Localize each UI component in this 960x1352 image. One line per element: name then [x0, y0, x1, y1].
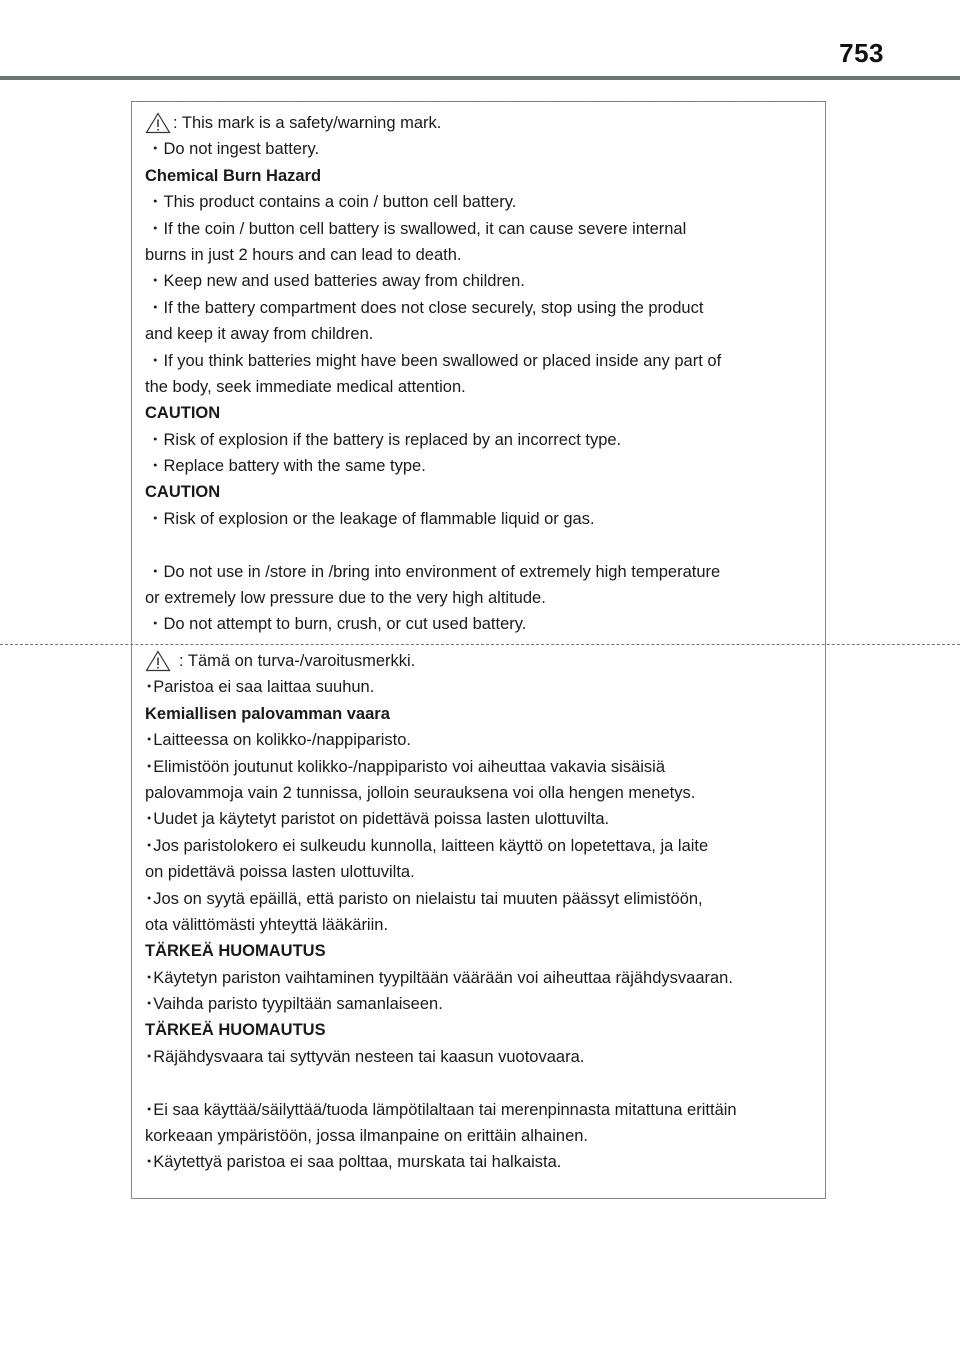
text-line: ･Uudet ja käytetyt paristot on pidettävä poissa lasten ulottuvilta.: [145, 810, 610, 829]
bullet-line: ・Risk of explosion or the leakage of flammable liquid or gas.: [147, 509, 595, 528]
bullet-line: ・Do not attempt to burn, crush, or cut used battery.: [147, 615, 527, 634]
text-line: ･Käytettyä paristoa ei saa polttaa, murskata tai halkaista.: [145, 1153, 562, 1172]
text-line: ･Vaihda paristo tyypiltään samanlaiseen.: [145, 995, 443, 1014]
bullet-line: ・If the coin / button cell battery is swallowed, it can cause severe internal: [147, 219, 687, 238]
warning-mark-row: [145, 110, 825, 136]
warning-mark-text: : Tämä on turva-/varoitusmerkki.: [179, 652, 416, 670]
english-warning-section: [145, 110, 825, 638]
text-line: and keep it away from children.: [145, 325, 374, 344]
bullet-line: ・Do not ingest battery.: [147, 140, 320, 159]
finnish-warning-lines: [145, 674, 825, 1175]
english-warning-lines: [145, 136, 825, 637]
bullet-line: ・Replace battery with the same type.: [147, 457, 426, 476]
top-dashed-line: [131, 101, 826, 102]
text-line: ･Paristoa ei saa laittaa suuhun.: [145, 678, 375, 697]
bullet-line: ・If you think batteries might have been swallowed or placed inside any part of: [147, 351, 722, 370]
text-line: or extremely low pressure due to the very high altitude.: [145, 589, 546, 608]
text-line: ･Jos paristolokero ei sulkeudu kunnolla, laitteen käyttö on lopetettava, ja laite: [145, 836, 709, 855]
page-number: 753: [839, 38, 884, 68]
warning-mark-text: : This mark is a safety/warning mark.: [173, 114, 442, 132]
text-line: palovammoja vain 2 tunnissa, jolloin seurauksena voi olla hengen menetys.: [145, 783, 696, 802]
bullet-line: ・Do not use in /store in /bring into environment of extremely high temperature: [147, 562, 721, 581]
section-heading: Chemical Burn Hazard: [145, 166, 322, 185]
bullet-line: ・Risk of explosion if the battery is replaced by an incorrect type.: [147, 430, 622, 449]
text-line: burns in just 2 hours and can lead to death.: [145, 245, 462, 264]
section-heading: TÄRKEÄ HUOMAUTUS: [145, 1021, 326, 1040]
header-rule: [0, 76, 960, 80]
finnish-warning-section: [145, 648, 825, 1176]
blank-line: [145, 532, 825, 558]
bullet-line: ・Keep new and used batteries away from children.: [147, 272, 525, 291]
text-line: ota välittömästi yhteyttä lääkäriin.: [145, 915, 389, 934]
warning-mark-row: [145, 648, 825, 674]
bullet-line: ・This product contains a coin / button cell battery.: [147, 193, 517, 212]
section-heading: CAUTION: [145, 483, 221, 502]
section-heading: TÄRKEÄ HUOMAUTUS: [145, 942, 326, 961]
section-heading: CAUTION: [145, 404, 221, 423]
text-line: ･Ei saa käyttää/säilyttää/tuoda lämpötilaltaan tai merenpinnasta mitattuna erittäin: [145, 1100, 737, 1119]
blank-line: [145, 1070, 825, 1096]
text-line: ･Elimistöön joutunut kolikko-/nappiparisto voi aiheuttaa vakavia sisäisiä: [145, 757, 666, 776]
section-heading: Kemiallisen palovamman vaara: [145, 704, 390, 723]
text-line: ･Jos on syytä epäillä, että paristo on nielaistu tai muuten päässyt elimistöön,: [145, 889, 703, 908]
text-line: ･Laitteessa on kolikko-/nappiparisto.: [145, 731, 411, 750]
warning-triangle-icon: [145, 112, 171, 134]
language-divider: [0, 644, 960, 645]
bullet-line: ・If the battery compartment does not close securely, stop using the product: [147, 298, 704, 317]
warning-triangle-icon: [145, 650, 171, 672]
text-line: ･Käytetyn pariston vaihtaminen tyypiltään väärään voi aiheuttaa räjähdysvaaran.: [145, 968, 733, 987]
text-line: on pidettävä poissa lasten ulottuvilta.: [145, 863, 415, 882]
text-line: korkeaan ympäristöön, jossa ilmanpaine on erittäin alhainen.: [145, 1127, 589, 1146]
text-line: the body, seek immediate medical attention.: [145, 377, 466, 396]
text-line: ･Räjähdysvaara tai syttyvän nesteen tai kaasun vuotovaara.: [145, 1047, 585, 1066]
